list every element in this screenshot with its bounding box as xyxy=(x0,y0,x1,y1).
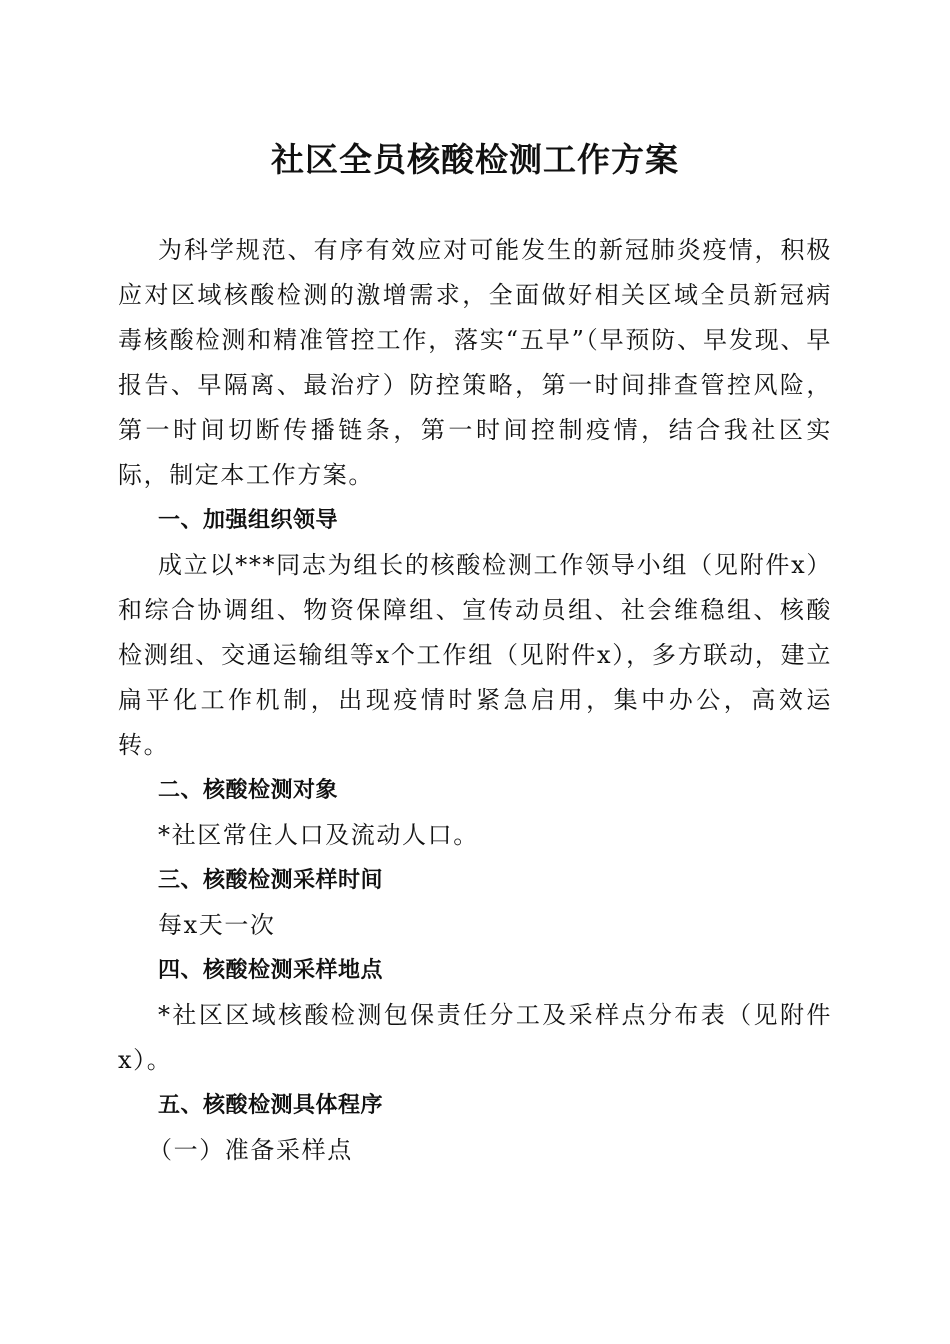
document-title: 社区全员核酸检测工作方案 xyxy=(271,140,679,179)
section-heading-3: 三、核酸检测采样时间 xyxy=(158,868,384,893)
document-body xyxy=(118,228,832,1173)
section-heading-2: 二、核酸检测对象 xyxy=(158,778,339,803)
section-heading-4: 四、核酸检测采样地点 xyxy=(158,958,384,983)
section-subheading-5-1: （一）准备采样点 xyxy=(148,1136,353,1164)
section-heading-5: 五、核酸检测具体程序 xyxy=(158,1093,384,1118)
section-text-1: 成立以***同志为组长的核酸检测工作领导小组（见附件x）和综合协调组、物资保障组、宣传动员组、社会维稳组、核酸检测组、交通运输组等x个工作组（见附件x），多方联动，建立扁平化工作机制，出现疫情时紧急启用，集中办公，高效运转。 xyxy=(118,551,832,759)
section-text-3: 每x天一次 xyxy=(158,911,276,939)
section-text-4: *社区区域核酸检测包保责任分工及采样点分布表（见附件x）。 xyxy=(118,1001,832,1074)
section-heading-1: 一、加强组织领导 xyxy=(158,508,339,533)
intro-paragraph: 为科学规范、有序有效应对可能发生的新冠肺炎疫情，积极应对区域核酸检测的激增需求，全面做好相关区域全员新冠病毒核酸检测和精准管控工作，落实“五早”（早预防、早发现、早报告、早隔离、最治疗）防控策略，第一时间排查管控风险，第一时间切断传播链条，第一时间控制疫情，结合我社区实际，制定本工作方案。 xyxy=(118,236,832,489)
section-text-2: *社区常住人口及流动人口。 xyxy=(158,821,479,849)
